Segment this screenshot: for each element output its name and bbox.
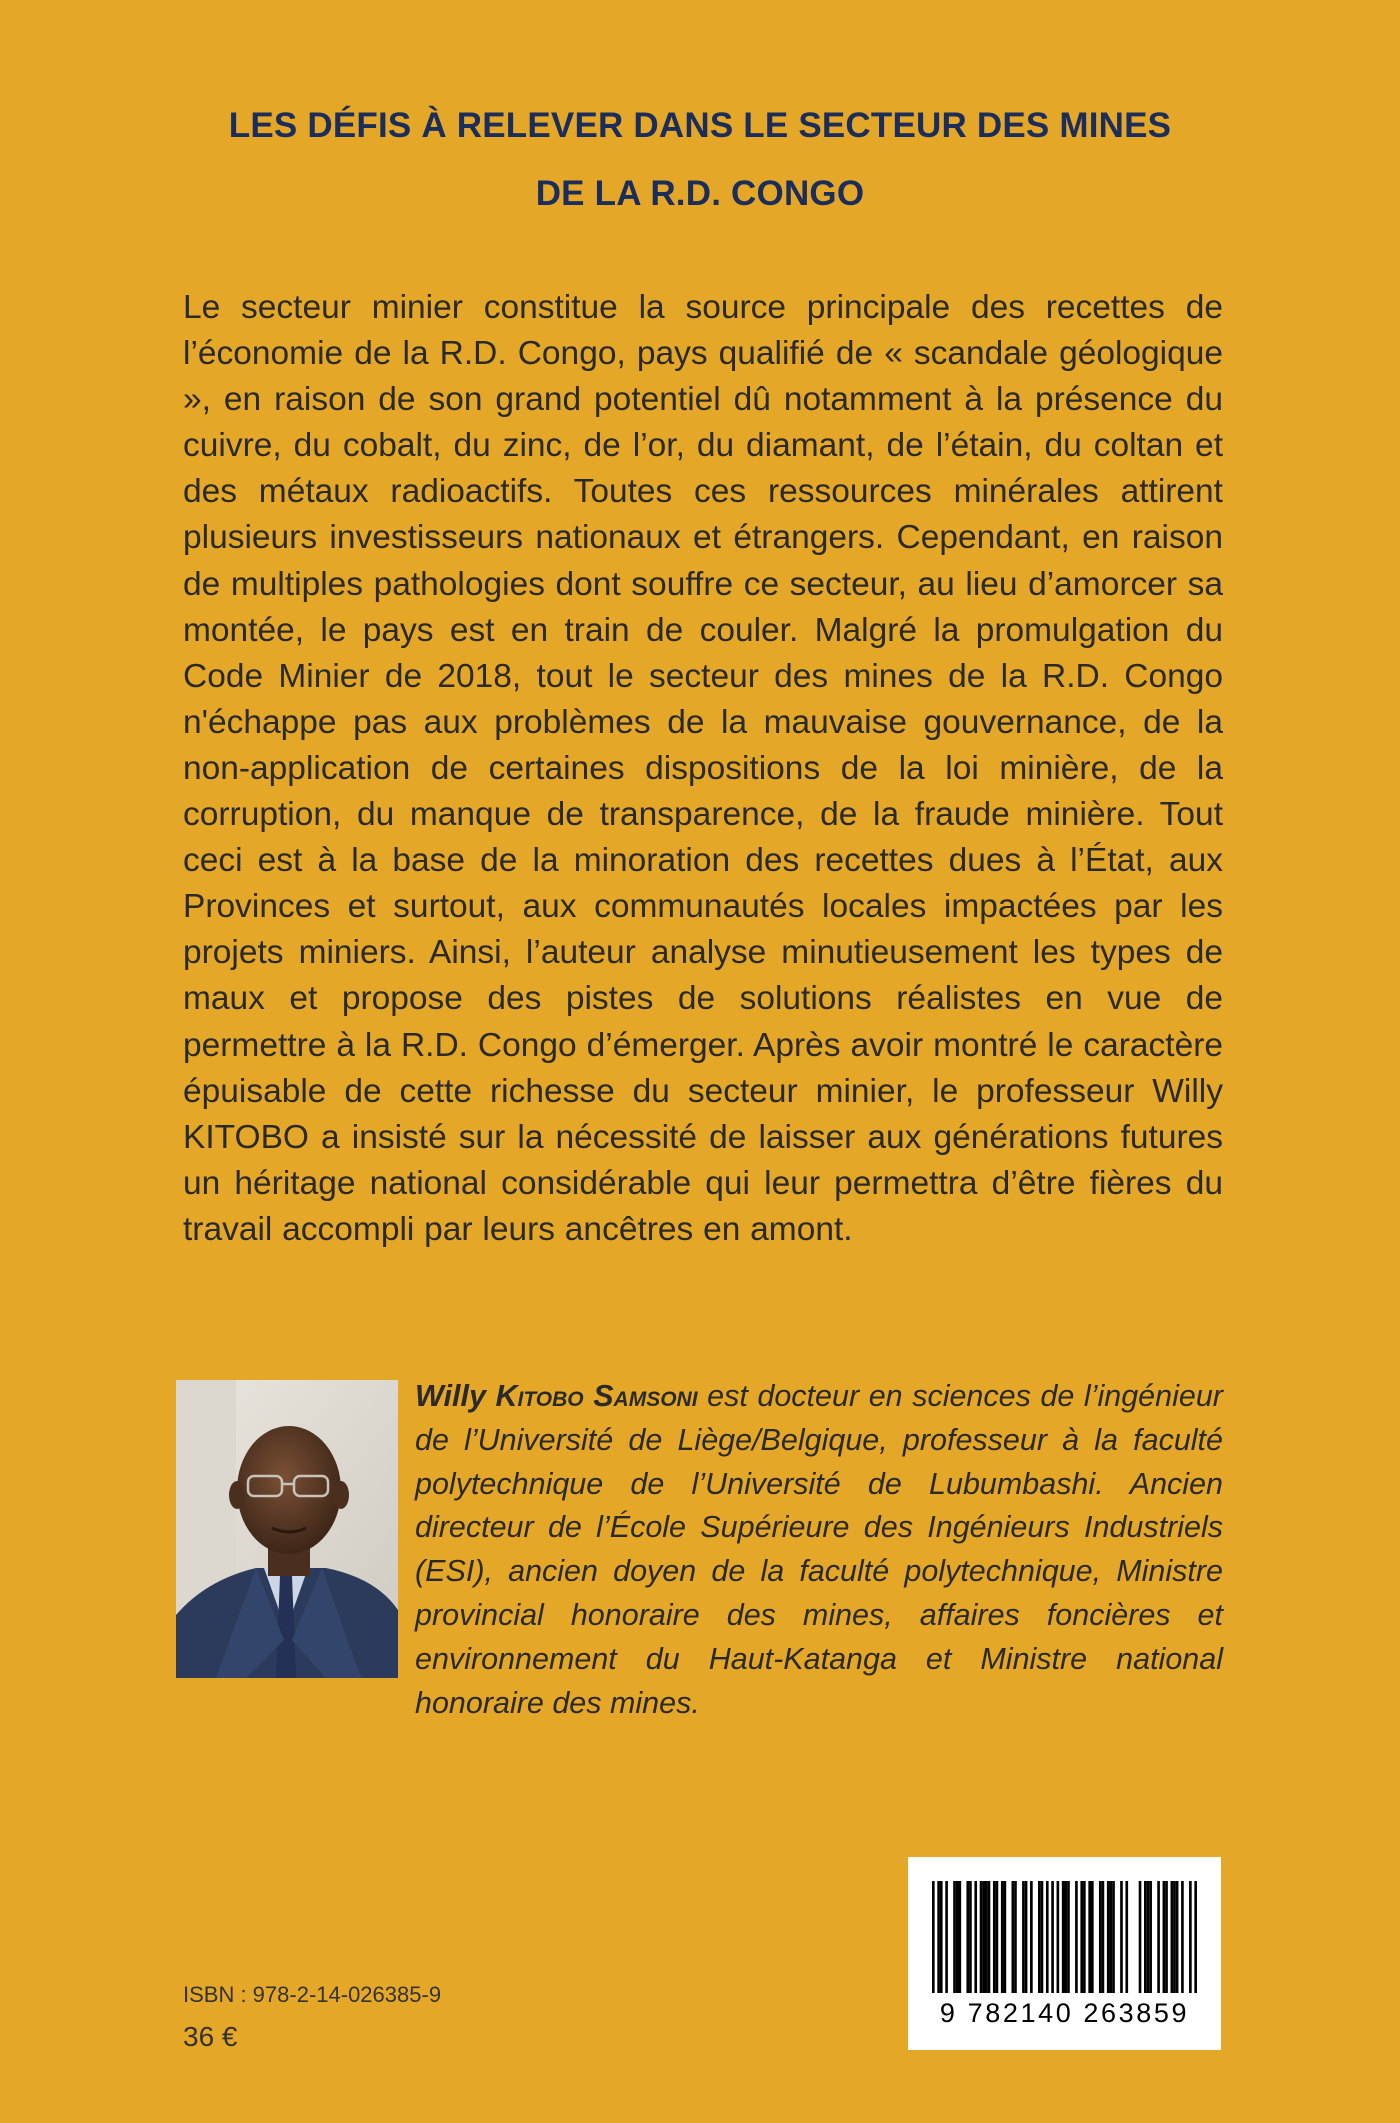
author-photo bbox=[176, 1380, 398, 1678]
barcode-bar bbox=[1173, 1881, 1176, 1993]
book-summary: Le secteur minier constitue la source principale des recettes de l’économie de la R.D. Congo, pays qualifié de « scandale géologique », en raison de son grand potentiel dû notamment à la présence du cuivre, du cobalt, du zinc, de l’or, du diamant, de l’étain, du coltan et des métaux radioactifs. Toutes ces ressources minérales attirent plusieurs investisseurs nationaux et étrangers. Cependant, en raison de multiples pathologies dont souffre ce secteur, au lieu d’amorcer sa montée, le pays est en train de couler. Malgré la promulgation du Code Minier de 2018, tout le secteur des mines de la R.D. Congo n'échappe pas aux problèmes de la mauvaise gouvernance, de la non-application de certaines dispositions de la loi minière, de la corruption, du manque de transparence, de la fraude minière. Tout ceci est à la base de la minoration des recettes dues à l’État, aux Provinces et surtout, aux communautés locales impactées par les projets miniers. Ainsi, l’auteur analyse minutieusement les types de maux et propose des pistes de solutions réalistes en vue de permettre à la R.D. Congo d’émerger. Après avoir montré le caractère épuisable de cette richesse du secteur minier, le professeur Willy KITOBO a insisté sur la nécessité de laisser aux générations futures un héritage national considérable qui leur permettra d’être fières du travail accompli par leurs ancêtres en amont. bbox=[183, 289, 1223, 1248]
barcode bbox=[908, 1857, 1221, 2050]
barcode-bar bbox=[1189, 1881, 1192, 1993]
book-title bbox=[0, 92, 1400, 228]
barcode-bar bbox=[1107, 1881, 1110, 1993]
barcode-bar bbox=[1022, 1881, 1025, 1993]
barcode-bar bbox=[1030, 1881, 1033, 1993]
author-last-name: Kitobo Samsoni bbox=[495, 1379, 698, 1413]
barcode-bar bbox=[937, 1881, 940, 1993]
author-first-name: Willy bbox=[415, 1379, 486, 1413]
barcode-bar bbox=[1038, 1881, 1041, 1993]
barcode-bar bbox=[1012, 1881, 1015, 1993]
barcode-bar bbox=[932, 1881, 935, 1993]
barcode-bar bbox=[945, 1881, 948, 1993]
barcode-bar bbox=[1102, 1881, 1105, 1993]
barcode-bar bbox=[1176, 1881, 1179, 1993]
barcode-bar bbox=[953, 1881, 956, 1993]
barcode-bar bbox=[1110, 1881, 1113, 1993]
barcode-bars bbox=[932, 1881, 1197, 1993]
barcode-bar bbox=[993, 1881, 996, 1993]
barcode-bar bbox=[1181, 1881, 1184, 1993]
barcode-bar bbox=[1001, 1881, 1004, 1993]
barcode-bar bbox=[966, 1881, 969, 1993]
barcode-bar bbox=[1075, 1881, 1078, 1993]
barcode-bar bbox=[1139, 1881, 1142, 1993]
barcode-bar bbox=[1062, 1881, 1065, 1993]
barcode-bar bbox=[1080, 1881, 1083, 1993]
book-title-line-1: LES DÉFIS À RELEVER DANS LE SECTEUR DES MINES bbox=[228, 106, 1172, 145]
barcode-digits: 9 782140 263859 bbox=[939, 1998, 1190, 2028]
barcode-bar bbox=[1171, 1881, 1174, 1993]
barcode-bar bbox=[1041, 1881, 1044, 1993]
barcode-bar bbox=[1083, 1881, 1086, 1993]
barcode-bar bbox=[1165, 1881, 1168, 1993]
barcode-bar bbox=[1120, 1881, 1123, 1993]
barcode-bar bbox=[1112, 1881, 1115, 1993]
barcode-bar bbox=[1051, 1881, 1054, 1993]
barcode-bar bbox=[982, 1881, 985, 1993]
price: 36 € bbox=[183, 2021, 238, 2052]
barcode-bar bbox=[1157, 1881, 1160, 1993]
barcode-bar bbox=[1067, 1881, 1070, 1993]
barcode-bar bbox=[1046, 1881, 1049, 1993]
barcode-bar bbox=[1144, 1881, 1147, 1993]
barcode-bar bbox=[1065, 1881, 1068, 1993]
isbn: ISBN : 978-2-14-026385-9 bbox=[183, 1982, 442, 2007]
barcode-bar bbox=[1125, 1881, 1128, 1993]
barcode-bar bbox=[1099, 1881, 1102, 1993]
barcode-bar bbox=[1147, 1881, 1150, 1993]
barcode-bar bbox=[1014, 1881, 1017, 1993]
barcode-bar bbox=[1057, 1881, 1060, 1993]
barcode-bar bbox=[956, 1881, 959, 1993]
barcode-bar bbox=[985, 1881, 988, 1993]
barcode-bar bbox=[940, 1881, 943, 1993]
barcode-bar bbox=[980, 1881, 983, 1993]
barcode-bar bbox=[959, 1881, 962, 1993]
barcode-bar bbox=[1163, 1881, 1166, 1993]
barcode-bar bbox=[974, 1881, 977, 1993]
barcode-bar bbox=[1088, 1881, 1091, 1993]
barcode-bar bbox=[996, 1881, 999, 1993]
barcode-bar bbox=[1025, 1881, 1028, 1993]
barcode-bar bbox=[969, 1881, 972, 1993]
author-bio-text: est docteur en sciences de l’ingénieur de l’Université de Liège/Belgique, professeur à la faculté polytechnique de l’Université de Lubumbashi. Ancien directeur de l’École Supérieure des Ingénieurs Industriels (ESI), ancien doyen de la faculté polytechnique, Ministre provincial honoraire des mines, affaires foncières et environnement du Haut-Katanga et Ministre national honoraire des mines. bbox=[415, 1379, 1223, 1720]
barcode-bar bbox=[1194, 1881, 1197, 1993]
barcode-bar bbox=[988, 1881, 991, 1993]
book-title-line-2: DE LA R.D. CONGO bbox=[535, 174, 865, 213]
barcode-bar bbox=[1004, 1881, 1007, 1993]
barcode-bar bbox=[1149, 1881, 1152, 1993]
author-bio bbox=[415, 1375, 1223, 1725]
barcode-bar bbox=[1091, 1881, 1094, 1993]
